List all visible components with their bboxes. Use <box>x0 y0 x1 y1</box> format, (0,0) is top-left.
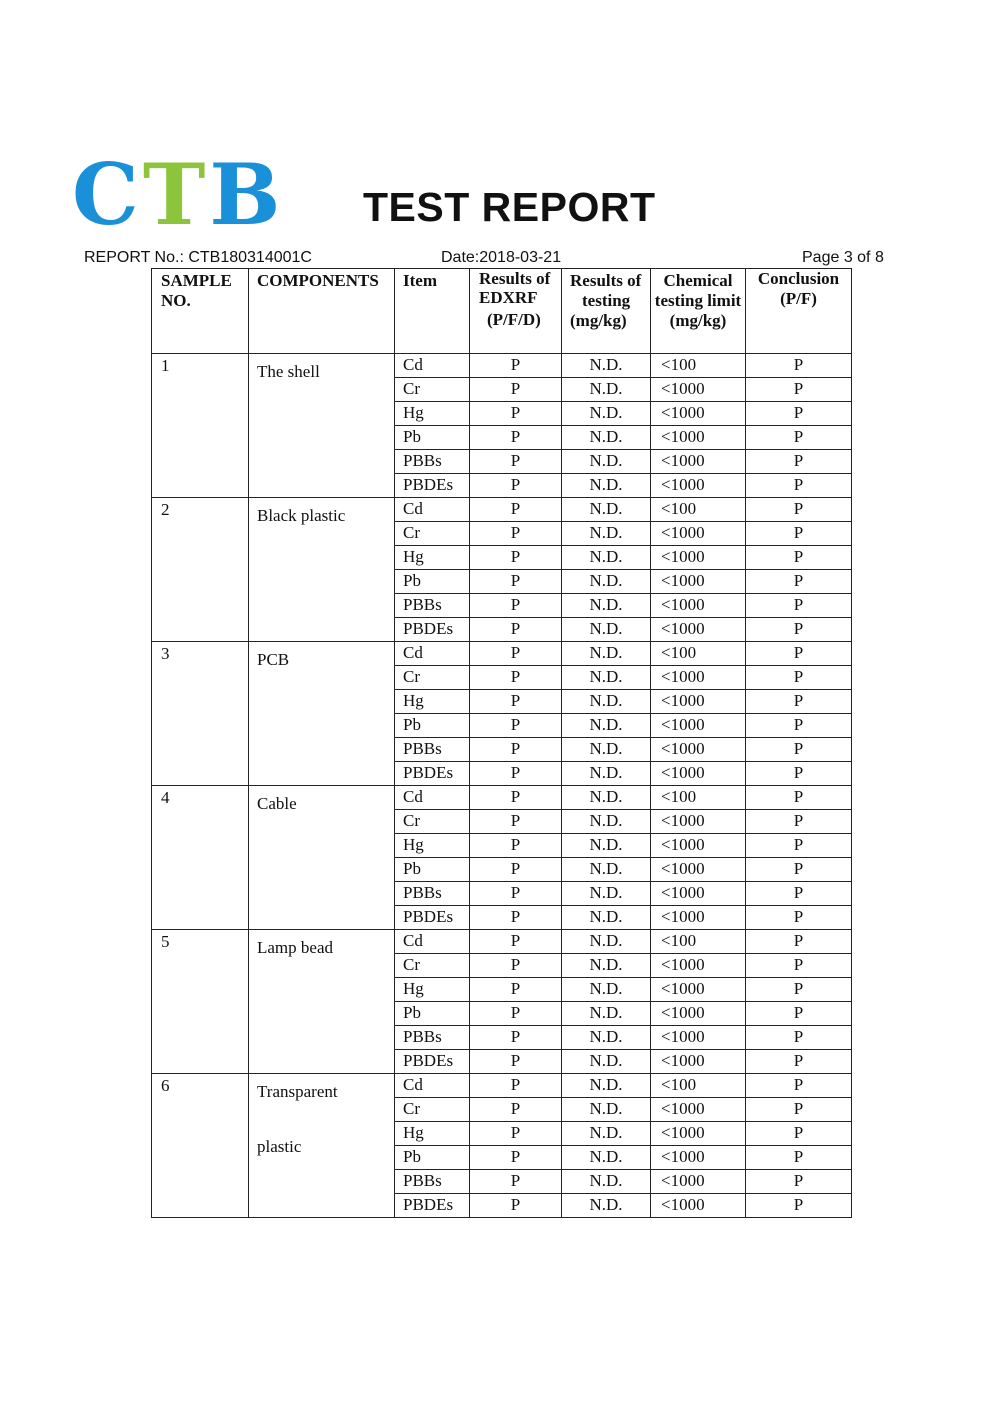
component-name <box>249 930 395 1074</box>
table-row <box>152 930 852 954</box>
col-header-sample-no: SAMPLE NO. <box>152 269 249 354</box>
edxrf-result-cell: P <box>470 738 562 762</box>
report-number: REPORT No.: CTB180314001C <box>84 249 312 266</box>
conclusion-cell: P <box>746 1146 852 1170</box>
limit-cell: <100 <box>651 354 746 378</box>
col-header-edxrf-line2: (P/F/D) <box>487 310 541 329</box>
item-cell: Cr <box>395 522 470 546</box>
table-row <box>152 354 852 378</box>
results-body <box>152 354 852 1218</box>
edxrf-result-cell: P <box>470 858 562 882</box>
test-result-cell: N.D. <box>562 594 651 618</box>
item-cell: Cr <box>395 1098 470 1122</box>
results-table <box>151 268 852 1218</box>
edxrf-result-cell: P <box>470 954 562 978</box>
limit-cell: <1000 <box>651 474 746 498</box>
test-result-cell: N.D. <box>562 762 651 786</box>
logo-letter-b: B <box>209 145 283 244</box>
conclusion-cell: P <box>746 426 852 450</box>
edxrf-result-cell: P <box>470 402 562 426</box>
limit-cell: <100 <box>651 498 746 522</box>
edxrf-result-cell: P <box>470 930 562 954</box>
edxrf-result-cell: P <box>470 762 562 786</box>
edxrf-result-cell: P <box>470 1098 562 1122</box>
limit-cell: <1000 <box>651 666 746 690</box>
test-result-cell: N.D. <box>562 1026 651 1050</box>
edxrf-result-cell: P <box>470 594 562 618</box>
conclusion-cell: P <box>746 1122 852 1146</box>
conclusion-cell: P <box>746 810 852 834</box>
item-cell: Pb <box>395 426 470 450</box>
limit-cell: <1000 <box>651 1194 746 1218</box>
item-cell: PBDEs <box>395 906 470 930</box>
col-header-results <box>562 269 651 354</box>
test-result-cell: N.D. <box>562 690 651 714</box>
edxrf-result-cell: P <box>470 1122 562 1146</box>
item-cell: PBDEs <box>395 474 470 498</box>
component-name <box>249 786 395 930</box>
test-result-cell: N.D. <box>562 1146 651 1170</box>
limit-cell: <1000 <box>651 954 746 978</box>
test-result-cell: N.D. <box>562 450 651 474</box>
item-cell: PBBs <box>395 1170 470 1194</box>
component-label-line2: plastic <box>257 1137 302 1156</box>
edxrf-result-cell: P <box>470 786 562 810</box>
edxrf-result-cell: P <box>470 642 562 666</box>
component-name <box>249 498 395 642</box>
test-result-cell: N.D. <box>562 882 651 906</box>
item-cell: Cr <box>395 666 470 690</box>
item-cell: Cd <box>395 1074 470 1098</box>
limit-cell: <1000 <box>651 1002 746 1026</box>
test-result-cell: N.D. <box>562 1194 651 1218</box>
limit-cell: <1000 <box>651 1026 746 1050</box>
conclusion-cell: P <box>746 1098 852 1122</box>
item-cell: PBDEs <box>395 1050 470 1074</box>
table-row <box>152 498 852 522</box>
component-label: Lamp bead <box>257 938 333 957</box>
test-result-cell: N.D. <box>562 498 651 522</box>
item-cell: Pb <box>395 1002 470 1026</box>
test-result-cell: N.D. <box>562 546 651 570</box>
sample-number: 2 <box>152 498 249 642</box>
limit-cell: <100 <box>651 1074 746 1098</box>
limit-cell: <1000 <box>651 450 746 474</box>
item-cell: Cr <box>395 378 470 402</box>
conclusion-cell: P <box>746 858 852 882</box>
limit-cell: <1000 <box>651 978 746 1002</box>
conclusion-cell: P <box>746 738 852 762</box>
col-header-results-line1: Results of <box>570 271 642 290</box>
limit-cell: <1000 <box>651 1098 746 1122</box>
edxrf-result-cell: P <box>470 834 562 858</box>
table-row <box>152 1074 852 1098</box>
limit-cell: <1000 <box>651 426 746 450</box>
limit-cell: <1000 <box>651 882 746 906</box>
edxrf-result-cell: P <box>470 474 562 498</box>
item-cell: PBDEs <box>395 1194 470 1218</box>
limit-cell: <1000 <box>651 1050 746 1074</box>
limit-cell: <1000 <box>651 738 746 762</box>
limit-cell: <1000 <box>651 522 746 546</box>
conclusion-cell: P <box>746 930 852 954</box>
item-cell: Pb <box>395 570 470 594</box>
conclusion-cell: P <box>746 1170 852 1194</box>
col-header-conclusion: Conclusion (P/F) <box>746 269 852 354</box>
test-result-cell: N.D. <box>562 834 651 858</box>
edxrf-result-cell: P <box>470 810 562 834</box>
edxrf-result-cell: P <box>470 1026 562 1050</box>
test-result-cell: N.D. <box>562 474 651 498</box>
limit-cell: <1000 <box>651 570 746 594</box>
ctb-logo <box>72 145 283 244</box>
conclusion-cell: P <box>746 546 852 570</box>
sample-number: 5 <box>152 930 249 1074</box>
item-cell: Cr <box>395 810 470 834</box>
conclusion-cell: P <box>746 450 852 474</box>
item-cell: PBDEs <box>395 762 470 786</box>
component-label: Black plastic <box>257 506 346 525</box>
sample-number: 1 <box>152 354 249 498</box>
component-label: The shell <box>257 362 320 381</box>
item-cell: PBBs <box>395 1026 470 1050</box>
edxrf-result-cell: P <box>470 1074 562 1098</box>
edxrf-result-cell: P <box>470 666 562 690</box>
sample-number: 6 <box>152 1074 249 1218</box>
edxrf-result-cell: P <box>470 1050 562 1074</box>
item-cell: Hg <box>395 690 470 714</box>
test-result-cell: N.D. <box>562 930 651 954</box>
test-result-cell: N.D. <box>562 1050 651 1074</box>
test-result-cell: N.D. <box>562 642 651 666</box>
test-result-cell: N.D. <box>562 858 651 882</box>
col-header-edxrf-line1: Results of EDXRF <box>479 269 551 307</box>
item-cell: Pb <box>395 1146 470 1170</box>
edxrf-result-cell: P <box>470 426 562 450</box>
sample-number: 3 <box>152 642 249 786</box>
component-name <box>249 354 395 498</box>
component-name <box>249 642 395 786</box>
edxrf-result-cell: P <box>470 522 562 546</box>
limit-cell: <1000 <box>651 1170 746 1194</box>
conclusion-cell: P <box>746 906 852 930</box>
conclusion-cell: P <box>746 882 852 906</box>
edxrf-result-cell: P <box>470 714 562 738</box>
test-result-cell: N.D. <box>562 954 651 978</box>
header-row <box>152 269 852 354</box>
item-cell: PBBs <box>395 450 470 474</box>
limit-cell: <1000 <box>651 714 746 738</box>
limit-cell: <100 <box>651 786 746 810</box>
component-label: PCB <box>257 650 290 669</box>
conclusion-cell: P <box>746 1074 852 1098</box>
conclusion-cell: P <box>746 1026 852 1050</box>
table-row <box>152 642 852 666</box>
report-title: TEST REPORT <box>363 184 656 230</box>
item-cell: Hg <box>395 978 470 1002</box>
item-cell: PBBs <box>395 594 470 618</box>
conclusion-cell: P <box>746 474 852 498</box>
page-indicator: Page 3 of 8 <box>802 249 884 266</box>
edxrf-result-cell: P <box>470 1170 562 1194</box>
edxrf-result-cell: P <box>470 882 562 906</box>
conclusion-cell: P <box>746 954 852 978</box>
conclusion-cell: P <box>746 666 852 690</box>
conclusion-cell: P <box>746 1194 852 1218</box>
edxrf-result-cell: P <box>470 546 562 570</box>
item-cell: Hg <box>395 546 470 570</box>
test-result-cell: N.D. <box>562 402 651 426</box>
test-result-cell: N.D. <box>562 810 651 834</box>
edxrf-result-cell: P <box>470 1194 562 1218</box>
conclusion-cell: P <box>746 1050 852 1074</box>
limit-cell: <1000 <box>651 858 746 882</box>
conclusion-cell: P <box>746 834 852 858</box>
test-result-cell: N.D. <box>562 1074 651 1098</box>
test-result-cell: N.D. <box>562 426 651 450</box>
limit-cell: <1000 <box>651 690 746 714</box>
logo-letter-c: C <box>72 145 141 244</box>
test-result-cell: N.D. <box>562 666 651 690</box>
test-result-cell: N.D. <box>562 522 651 546</box>
col-header-edxrf <box>470 269 562 354</box>
limit-cell: <1000 <box>651 594 746 618</box>
edxrf-result-cell: P <box>470 378 562 402</box>
conclusion-cell: P <box>746 714 852 738</box>
component-label: Transparent <box>257 1082 338 1101</box>
test-result-cell: N.D. <box>562 738 651 762</box>
limit-cell: <1000 <box>651 906 746 930</box>
item-cell: Hg <box>395 402 470 426</box>
item-cell: Pb <box>395 858 470 882</box>
col-header-limit: Chemical testing limit (mg/kg) <box>651 269 746 354</box>
conclusion-cell: P <box>746 570 852 594</box>
item-cell: Hg <box>395 1122 470 1146</box>
edxrf-result-cell: P <box>470 498 562 522</box>
limit-cell: <1000 <box>651 1146 746 1170</box>
conclusion-cell: P <box>746 594 852 618</box>
item-cell: PBBs <box>395 882 470 906</box>
test-result-cell: N.D. <box>562 1098 651 1122</box>
component-label: Cable <box>257 794 297 813</box>
test-result-cell: N.D. <box>562 1170 651 1194</box>
conclusion-cell: P <box>746 762 852 786</box>
edxrf-result-cell: P <box>470 690 562 714</box>
test-result-cell: N.D. <box>562 786 651 810</box>
col-header-results-line3: (mg/kg) <box>570 311 627 330</box>
item-cell: Cd <box>395 786 470 810</box>
conclusion-cell: P <box>746 618 852 642</box>
col-header-item: Item <box>395 269 470 354</box>
test-result-cell: N.D. <box>562 570 651 594</box>
limit-cell: <100 <box>651 930 746 954</box>
edxrf-result-cell: P <box>470 354 562 378</box>
sample-number: 4 <box>152 786 249 930</box>
limit-cell: <100 <box>651 642 746 666</box>
test-result-cell: N.D. <box>562 354 651 378</box>
limit-cell: <1000 <box>651 378 746 402</box>
edxrf-result-cell: P <box>470 570 562 594</box>
edxrf-result-cell: P <box>470 1146 562 1170</box>
limit-cell: <1000 <box>651 810 746 834</box>
edxrf-result-cell: P <box>470 978 562 1002</box>
item-cell: PBBs <box>395 738 470 762</box>
limit-cell: <1000 <box>651 402 746 426</box>
limit-cell: <1000 <box>651 834 746 858</box>
conclusion-cell: P <box>746 978 852 1002</box>
conclusion-cell: P <box>746 642 852 666</box>
table-row <box>152 786 852 810</box>
logo-letter-t: T <box>142 145 208 244</box>
item-cell: Cd <box>395 930 470 954</box>
conclusion-cell: P <box>746 522 852 546</box>
item-cell: PBDEs <box>395 618 470 642</box>
item-cell: Pb <box>395 714 470 738</box>
col-header-results-line2: testing <box>582 291 631 310</box>
test-result-cell: N.D. <box>562 906 651 930</box>
item-cell: Cd <box>395 642 470 666</box>
limit-cell: <1000 <box>651 546 746 570</box>
test-result-cell: N.D. <box>562 1002 651 1026</box>
conclusion-cell: P <box>746 498 852 522</box>
item-cell: Hg <box>395 834 470 858</box>
item-cell: Cr <box>395 954 470 978</box>
conclusion-cell: P <box>746 690 852 714</box>
limit-cell: <1000 <box>651 618 746 642</box>
edxrf-result-cell: P <box>470 906 562 930</box>
test-result-cell: N.D. <box>562 978 651 1002</box>
edxrf-result-cell: P <box>470 1002 562 1026</box>
col-header-components: COMPONENTS <box>249 269 395 354</box>
item-cell: Cd <box>395 498 470 522</box>
component-name <box>249 1074 395 1218</box>
conclusion-cell: P <box>746 378 852 402</box>
edxrf-result-cell: P <box>470 618 562 642</box>
test-result-cell: N.D. <box>562 714 651 738</box>
item-cell: Cd <box>395 354 470 378</box>
test-result-cell: N.D. <box>562 1122 651 1146</box>
conclusion-cell: P <box>746 1002 852 1026</box>
conclusion-cell: P <box>746 402 852 426</box>
conclusion-cell: P <box>746 354 852 378</box>
edxrf-result-cell: P <box>470 450 562 474</box>
conclusion-cell: P <box>746 786 852 810</box>
report-date: Date:2018-03-21 <box>441 249 562 266</box>
test-result-cell: N.D. <box>562 378 651 402</box>
limit-cell: <1000 <box>651 762 746 786</box>
test-result-cell: N.D. <box>562 618 651 642</box>
limit-cell: <1000 <box>651 1122 746 1146</box>
